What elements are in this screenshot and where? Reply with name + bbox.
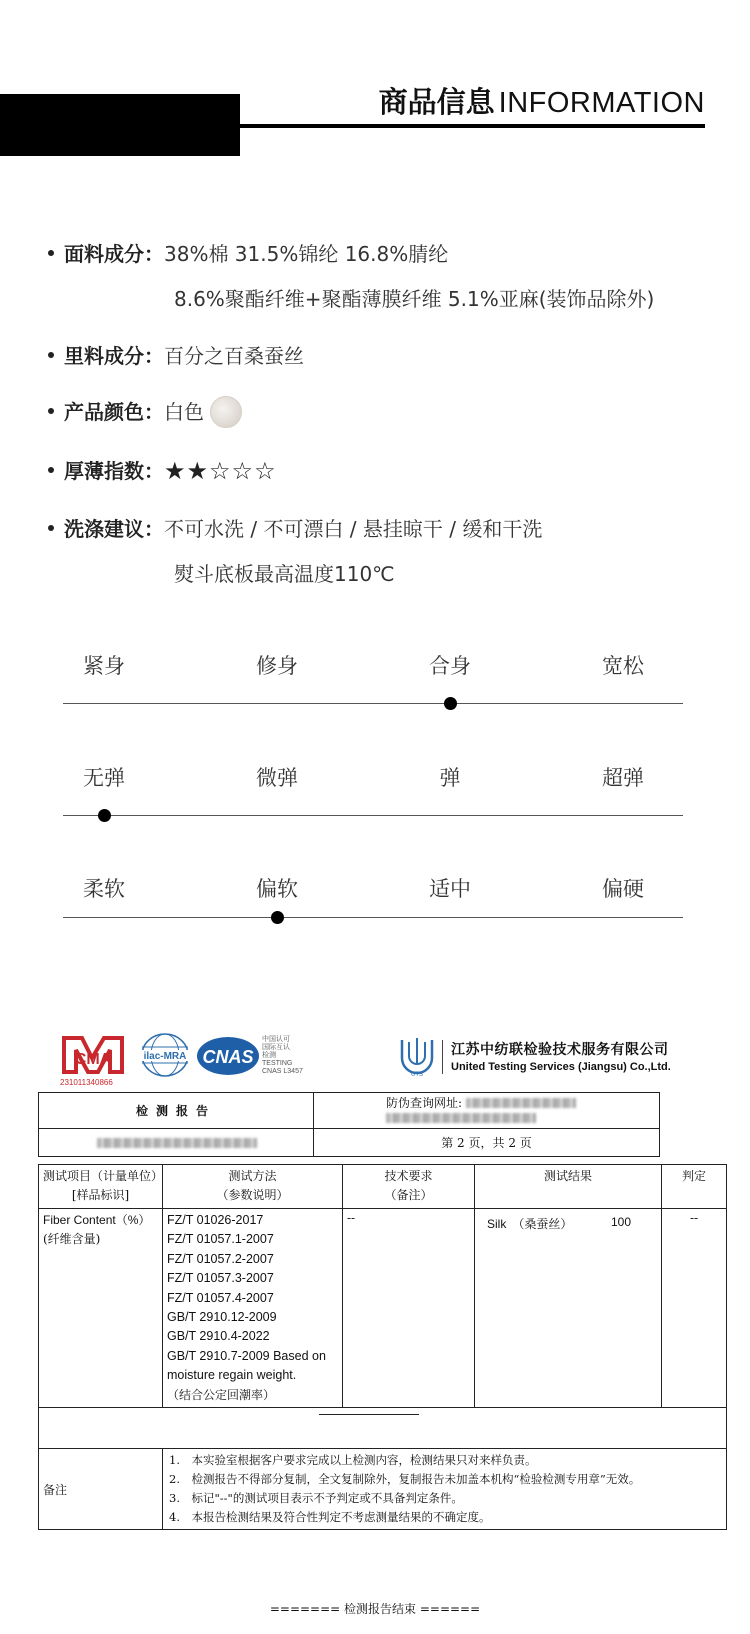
scale-label: 偏软 (256, 877, 298, 901)
method-item: GB/T 2910.12-2009 (167, 1310, 277, 1325)
redacted-url (466, 1098, 576, 1108)
report-end-line: ======= 检测报告结束 ====== (269, 1602, 481, 1616)
star-empty-icon: ☆ (231, 457, 254, 485)
redacted-code (386, 1113, 536, 1123)
page-info: 第 2 页，共 2 页 (314, 1129, 660, 1157)
cnas-caption-line: TESTING (262, 1060, 293, 1067)
header-method (163, 1165, 343, 1209)
header-result: 测试结果 (475, 1165, 662, 1209)
bullet-dot (48, 525, 54, 531)
scale-line (63, 703, 683, 704)
notes-label: 备注 (39, 1449, 163, 1530)
blank-rule (319, 1414, 419, 1415)
method-item: FZ/T 01057.3-2007 (167, 1271, 274, 1286)
scale-marker (271, 911, 284, 924)
cnas-caption-line: CNAS L3457 (262, 1068, 303, 1075)
method-list (163, 1209, 343, 1408)
header-item (39, 1165, 163, 1209)
scale-label: 适中 (429, 877, 471, 901)
report-number-cell (39, 1129, 314, 1157)
cnas-logo (196, 1036, 260, 1076)
section-title-cn: 商品信息 (378, 85, 495, 119)
company-name-en: United Testing Services (Jiangsu) Co.,Ltd. (451, 1061, 671, 1073)
star-empty-icon: ☆ (209, 457, 231, 485)
care-label: 洗涤建议： (64, 517, 164, 541)
care-row (48, 513, 542, 542)
header-rule (240, 124, 705, 128)
method-item: GB/T 2910.4-2022 (167, 1329, 270, 1344)
uts-logo (396, 1034, 438, 1078)
color-label: 产品颜色： (64, 400, 164, 424)
scale-marker (98, 809, 111, 822)
scale-label: 无弹 (83, 766, 125, 790)
ilac-text: ilac-MRA (143, 1051, 187, 1062)
cnas-caption (262, 1036, 303, 1076)
result-value: 100 (610, 1215, 631, 1229)
thickness-row (48, 455, 277, 485)
result-cell (475, 1209, 662, 1408)
method-note: （结合公定回潮率） (167, 1387, 276, 1402)
scale-label: 宽松 (602, 654, 644, 678)
header-black-block (0, 94, 240, 156)
cnas-text: CNAS (202, 1047, 254, 1067)
lining-value: 百分之百桑蚕丝 (164, 344, 304, 368)
bullet-dot (48, 467, 54, 473)
bullet-dot (48, 352, 54, 358)
uts-separator (442, 1040, 443, 1074)
query-cell (314, 1093, 660, 1129)
star-filled-icon: ★ (164, 457, 186, 485)
scale-label: 弹 (439, 766, 461, 790)
header-requirement (343, 1165, 475, 1209)
cma-number: 231011340866 (60, 1078, 113, 1087)
fiber-item (39, 1209, 163, 1408)
cnas-caption-line: 中国认可 (262, 1036, 290, 1043)
section-title-en: INFORMATION (498, 87, 705, 119)
note-item: 2. 检测报告不得部分复制，全文复制除外，复制报告未加盖本机构“检验检测专用章”无效。 (169, 1472, 641, 1487)
lining-label: 里料成分： (64, 344, 164, 368)
method-item: FZ/T 01057.2-2007 (167, 1251, 274, 1266)
scale-label: 合身 (429, 654, 471, 678)
scale-label: 柔软 (83, 877, 125, 901)
company-name-cn: 江苏中纺联检验技术服务有限公司 (451, 1042, 669, 1058)
note-item: 3. 标记"--"的测试项目表示不予判定或不具备判定条件。 (169, 1491, 463, 1506)
bullet-dot (48, 408, 54, 414)
cma-logo (60, 1030, 126, 1080)
thickness-label: 厚薄指数： (64, 459, 164, 483)
scale-label: 修身 (256, 654, 298, 678)
method-item: GB/T 2910.7-2009 Based on (167, 1348, 326, 1363)
result-name: Silk （桑蚕丝） (487, 1217, 573, 1231)
star-filled-icon: ★ (186, 457, 209, 485)
color-row (48, 396, 242, 430)
care-value: 不可水洗 / 不可漂白 / 悬挂晾干 / 缓和干洗 (164, 517, 543, 541)
fabric-value-2: 8.6%聚酯纤维+聚酯薄膜纤维 5.1%亚麻(装饰品除外) (174, 287, 655, 311)
fiber-item-sub: (纤维含量) (43, 1232, 101, 1246)
scale-marker (444, 697, 457, 710)
blank-row (39, 1408, 727, 1449)
fiber-item-label: Fiber Content（%） (43, 1213, 151, 1227)
header-requirement-sub: （备注） (384, 1188, 433, 1202)
cnas-caption-line: 国际互认 (262, 1044, 290, 1051)
fabric-value: 38%棉 31.5%锦纶 16.8%腈纶 (164, 242, 449, 266)
header-requirement-label: 技术要求 (384, 1169, 433, 1183)
method-item: FZ/T 01057.4-2007 (167, 1290, 274, 1305)
scale-label: 紧身 (83, 654, 125, 678)
bullet-dot (48, 250, 54, 256)
query-label: 防伪查询网址: (386, 1095, 463, 1110)
scale-label: 微弹 (256, 766, 298, 790)
thickness-stars (164, 459, 277, 484)
care-value-2: 熨斗底板最高温度110℃ (174, 562, 395, 586)
note-item: 1. 本实验室根据客户要求完成以上检测内容，检测结果只对来样负责。 (169, 1453, 537, 1468)
header-judgement: 判定 (662, 1165, 727, 1209)
scale-label: 偏硬 (602, 877, 644, 901)
uts-mark: UTS (411, 1072, 423, 1078)
header-item-sub: [样品标识] (71, 1188, 130, 1202)
notes-list (163, 1449, 727, 1530)
scale-line (63, 815, 683, 816)
method-item: FZ/T 01057.1-2007 (167, 1232, 274, 1247)
judgement-value: -- (662, 1209, 727, 1408)
section-title (379, 80, 705, 121)
note-item: 4. 本报告检测结果及符合性判定不考虑测量结果的不确定度。 (169, 1510, 491, 1525)
report-header-table (38, 1092, 660, 1157)
report-main-table (38, 1164, 727, 1530)
color-value: 白色 (164, 400, 204, 424)
color-swatch (210, 396, 242, 428)
cnas-caption-line: 检测 (262, 1052, 276, 1059)
scale-line (63, 917, 683, 918)
ilac-mra-logo (140, 1032, 190, 1078)
lining-row (48, 340, 304, 369)
star-empty-icon: ☆ (254, 457, 276, 485)
method-item: FZ/T 01026-2017 (167, 1213, 264, 1227)
method-item: moisture regain weight. (167, 1368, 297, 1383)
redacted-report-number (97, 1138, 257, 1148)
scale-label: 超弹 (602, 766, 644, 790)
header-item-label: 测试项目（计量单位） (43, 1169, 164, 1183)
cma-text: CMA (74, 1051, 112, 1068)
header-method-label: 测试方法 (228, 1169, 277, 1183)
requirement-value: -- (343, 1209, 475, 1408)
header-method-sub: （参数说明） (216, 1188, 289, 1202)
fabric-row (48, 238, 448, 267)
report-title: 检测报告 (39, 1093, 314, 1129)
fabric-label: 面料成分： (64, 242, 164, 266)
